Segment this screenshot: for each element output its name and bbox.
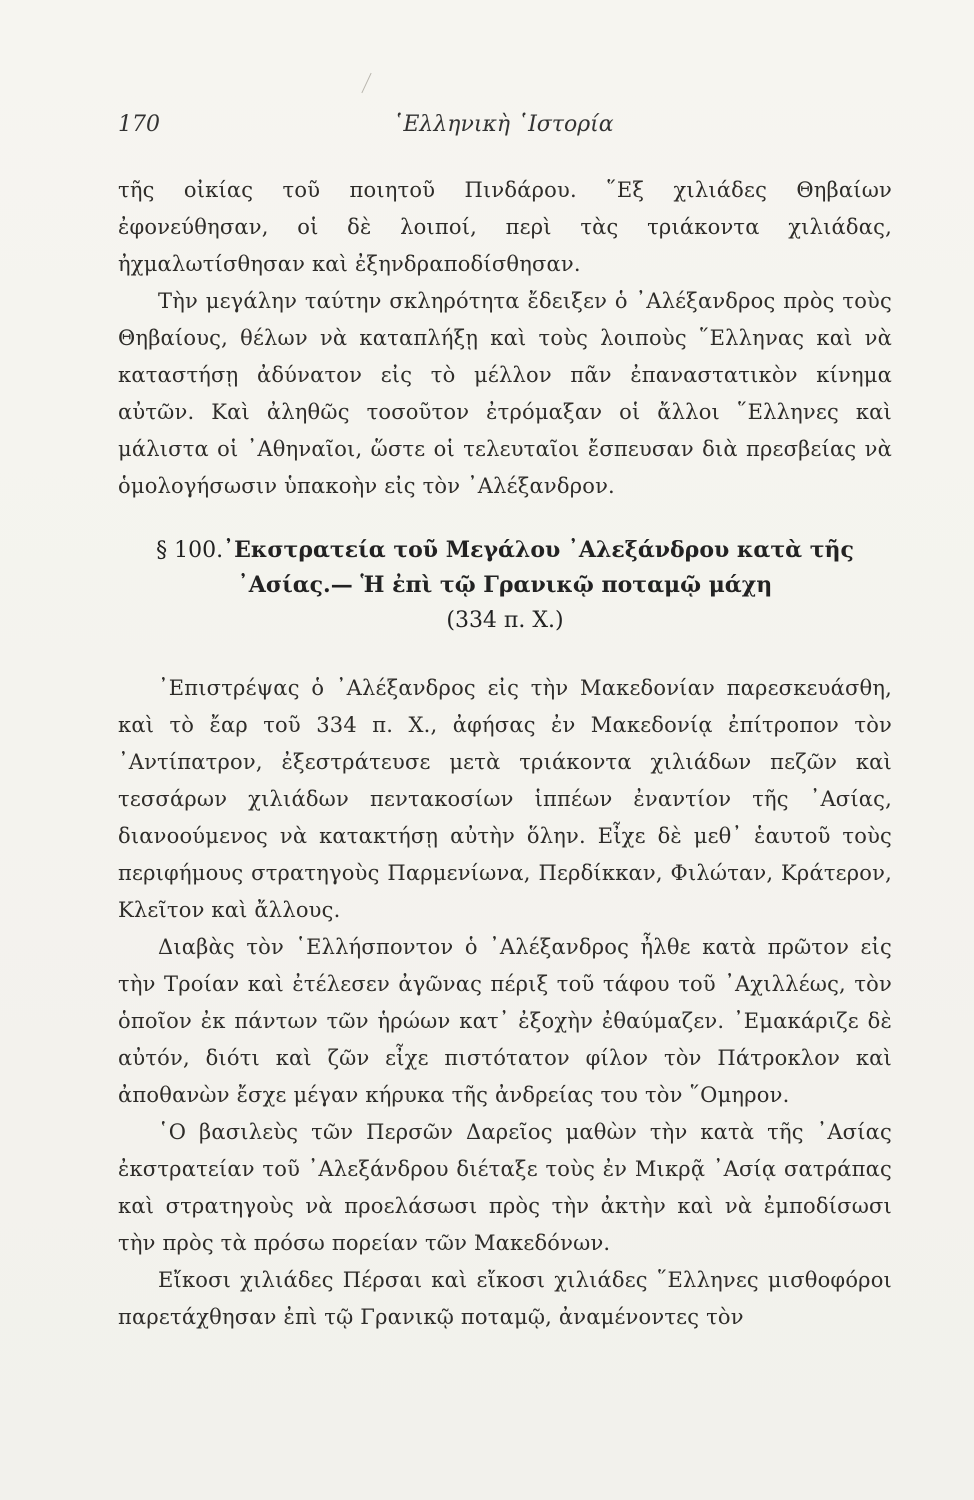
section-mark: §	[156, 538, 168, 563]
paragraph: ᾿Επιστρέψας ὁ ᾿Αλέξανδρος εἰς τὴν Μακεδονίαν παρεσκευάσθη, καὶ τὸ ἔαρ τοῦ 334 π. Χ., ἀφήσας ἐν Μακεδονίᾳ ἐπίτροπον τὸν ᾿Αντίπατρον, ἐξεστράτευσε μετὰ τριάκοντα χιλιάδων πεζῶν καὶ τεσσάρων χιλιάδων πεντακοσίων ἱππέων ἐναντίον τῆς ᾿Ασίας, διανοούμενος νὰ κατακτήσῃ αὐτὴν ὅλην. Εἶχε δὲ μεθ᾿ ἑαυτοῦ τοὺς περιφήμους στρατηγοὺς Παρμενίωνα, Περδίκκαν, Φιλώταν, Κράτερον, Κλεῖτον καὶ ἄλλους.	[118, 676, 892, 922]
page-header	[118, 112, 888, 152]
section-number: 100.	[174, 538, 224, 563]
paragraph: Διαβὰς τὸν ῾Ελλήσποντον ὁ ᾿Αλέξανδρος ἦλθε κατὰ πρῶτον εἰς τὴν Τροίαν καὶ ἐτέλεσεν ἀγῶνας πέριξ τοῦ τάφου τοῦ ᾿Αχιλλέως, τὸν ὁποῖον ἐκ πάντων τῶν ἡρώων κατ᾿ ἐξοχὴν ἐθαύμαζεν. ᾿Εμακάριζε δὲ αὐτόν, διότι καὶ ζῶν εἶχε πιστότατον φίλον τὸν Πάτροκλον καὶ ἀποθανὼν ἔσχε μέγαν κήρυκα τῆς ἀνδρείας του τὸν ῞Ομηρον.	[118, 935, 892, 1107]
running-title: ῾Ελληνικὴ ῾Ιστορία	[392, 112, 614, 137]
page-number: 170	[118, 112, 160, 137]
paragraph: Τὴν μεγάλην ταύτην σκληρότητα ἔδειξεν ὁ ᾿Αλέξανδρος πρὸς τοὺς Θηβαίους, θέλων νὰ καταπλήξῃ καὶ τοὺς λοιποὺς ῞Ελληνας καὶ νὰ καταστήσῃ ἀδύνατον εἰς τὸ μέλλον πᾶν ἐπαναστατικὸν κίνημα αὐτῶν. Καὶ ἀληθῶς τοσοῦτον ἐτρόμαξαν οἱ ἄλλοι ῞Ελληνες καὶ μάλιστα οἱ ᾿Αθηναῖοι, ὥστε οἱ τελευταῖοι ἔσπευσαν διὰ πρεσβείας νὰ ὁμολογήσωσιν ὑπακοὴν εἰς τὸν ᾿Αλέξανδρον.	[118, 289, 892, 498]
paragraph: Εἴκοσι χιλιάδες Πέρσαι καὶ εἴκοσι χιλιάδες ῞Ελληνες μισθοφόροι παρετάχθησαν ἐπὶ τῷ Γρανικῷ ποταμῷ, ἀναμένοντες τὸν	[118, 1268, 892, 1329]
paragraph-continuation: τῆς οἰκίας τοῦ ποιητοῦ Πινδάρου. ῞Εξ χιλιάδες Θηβαίων ἐφονεύθησαν, οἱ δὲ λοιποί, περὶ τὰς τριάκοντα χιλιάδας, ἠχμαλωτίσθησαν καὶ ἐξηνδραποδίσθησαν.	[118, 178, 892, 276]
paragraph: ῾Ο βασιλεὺς τῶν Περσῶν Δαρεῖος μαθὼν τὴν κατὰ τῆς ᾿Ασίας ἐκστρατείαν τοῦ ᾿Αλεξάνδρου διέταξε τοὺς ἐν Μικρᾷ ᾿Ασίᾳ σατράπας καὶ στρατηγοὺς νὰ προελάσωσι πρὸς τὴν ἀκτὴν καὶ νὰ ἐμποδίσωσι τὴν πρὸς τὰ πρόσω πορείαν τῶν Μακεδόνων.	[118, 1120, 892, 1255]
section-heading	[118, 533, 892, 638]
stray-pencil-mark	[361, 73, 371, 93]
section-date: (334 π. Χ.)	[446, 608, 564, 633]
section-title: ᾿Εκστρατεία τοῦ Μεγάλου ᾿Αλεξάνδρου κατὰ τῆς ᾿Ασίας.— Ἡ ἐπὶ τῷ Γρανικῷ ποταμῷ μάχη	[223, 537, 854, 598]
body-text	[118, 172, 892, 1336]
